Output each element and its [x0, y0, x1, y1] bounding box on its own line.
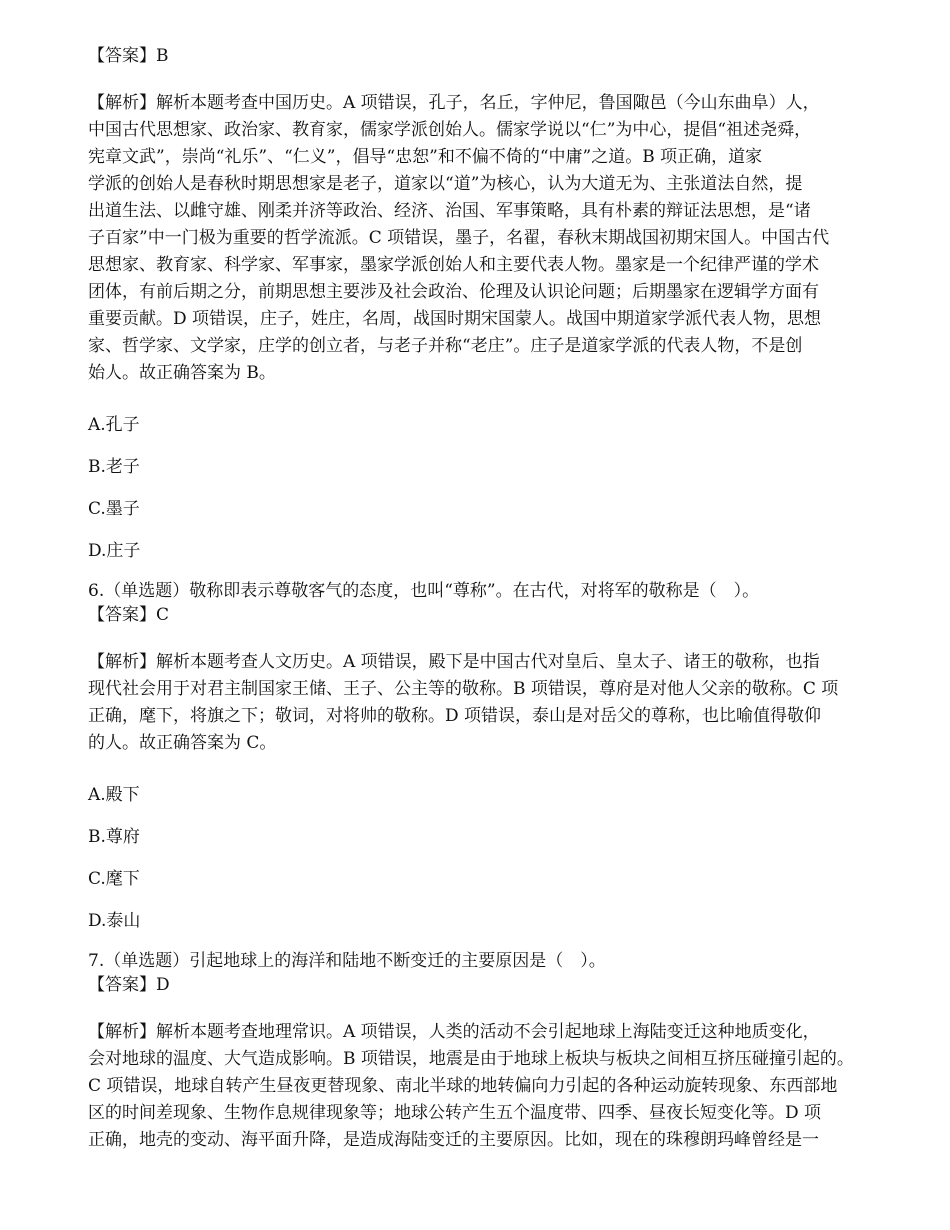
answer-line: 【答案】B: [88, 46, 169, 66]
analysis-line: 正确，地壳的变动、海平面升降，是造成海陆变迁的主要原因。比如，现在的珠穆朗玛峰曾经是一: [88, 1130, 819, 1150]
answer-line: 【答案】C: [88, 605, 170, 625]
option-b: B.老子: [88, 457, 140, 477]
analysis-line: 出道生法、以雌守雄、刚柔并济等政治、经济、治国、军事策略，具有朴素的辩证法思想，是“诸: [88, 201, 811, 221]
analysis-line: 会对地球的温度、大气造成影响。B 项错误，地震是由于地球上板块与板块之间相互挤压碰撞引起的。: [88, 1049, 854, 1069]
analysis-line: 始人。故正确答案为 B。: [88, 363, 276, 383]
analysis-line: 学派的创始人是春秋时期思想家是老子，道家以“道”为核心，认为大道无为、主张道法自然，提: [88, 174, 803, 194]
analysis-line: 【解析】解析本题考查地理常识。A 项错误，人类的活动不会引起地球上海陆变迁这种地质变化，: [88, 1022, 820, 1042]
analysis-line: 子百家”中一门极为重要的哲学流派。C 项错误，墨子，名翟，春秋末期战国初期宋国人。中国古代: [88, 228, 830, 248]
analysis-text: [88, 90, 928, 387]
option-c: C.麾下: [88, 869, 140, 889]
analysis-line: 【解析】解析本题考查中国历史。A 项错误，孔子，名丘，字仲尼，鲁国陬邑（今山东曲阜）人，: [88, 93, 820, 113]
analysis-text: [88, 649, 928, 757]
analysis-line: 【解析】解析本题考查人文历史。A 项错误，殿下是中国古代对皇后、皇太子、诸王的敬称，也指: [88, 652, 820, 672]
option-d: D.泰山: [88, 911, 141, 931]
question-text: 7.（单选题）引起地球上的海洋和陆地不断变迁的主要原因是（ ）。: [88, 951, 606, 971]
analysis-line: C 项错误，地球自转产生昼夜更替现象、南北半球的地转偏向力引起的各种运动旋转现象、东西部地: [88, 1076, 838, 1096]
option-d: D.庄子: [88, 541, 141, 561]
option-b: B.尊府: [88, 827, 140, 847]
analysis-line: 重要贡献。D 项错误，庄子，姓庄，名周，战国时期宋国蒙人。战国中期道家学派代表人物，思想: [88, 309, 822, 329]
analysis-line: 正确，麾下，将旗之下；敬词，对将帅的敬称。D 项错误，泰山是对岳父的尊称，也比喻值得敬仰: [88, 706, 822, 726]
document-page: [88, 44, 928, 1154]
analysis-line: 现代社会用于对君主制国家王储、王子、公主等的敬称。B 项错误，尊府是对他人父亲的敬称。C 项: [88, 679, 839, 699]
analysis-text: [88, 1019, 928, 1154]
analysis-line: 的人。故正确答案为 C。: [88, 733, 277, 753]
analysis-line: 区的时间差现象、生物作息规律现象等；地球公转产生五个温度带、四季、昼夜长短变化等。D 项: [88, 1103, 822, 1123]
option-c: C.墨子: [88, 499, 140, 519]
options-list: [88, 783, 928, 933]
question-text: 6.（单选题）敬称即表示尊敬客气的态度，也叫“尊称”。在古代，对将军的敬称是（ ）。: [88, 581, 760, 601]
option-a: A.孔子: [88, 415, 140, 435]
question-block-7: [88, 949, 928, 1154]
options-list: [88, 413, 928, 563]
question-block-6: [88, 579, 928, 933]
option-a: A.殿下: [88, 785, 140, 805]
answer-line: 【答案】D: [88, 975, 170, 995]
analysis-line: 家、哲学家、文学家，庄学的创立者，与老子并称“老庄”。庄子是道家学派的代表人物，不是创: [88, 336, 803, 356]
analysis-line: 宪章文武”，崇尚“礼乐”、“仁义”，倡导“忠恕”和不偏不倚的“中庸”之道。B 项正确，道家: [88, 147, 763, 167]
question-block-5: [88, 44, 928, 563]
analysis-line: 思想家、教育家、科学家、军事家，墨家学派创始人和主要代表人物。墨家是一个纪律严谨的学术: [88, 255, 819, 275]
analysis-line: 团体，有前后期之分，前期思想主要涉及社会政治、伦理及认识论问题；后期墨家在逻辑学方面有: [88, 282, 819, 302]
analysis-line: 中国古代思想家、政治家、教育家，儒家学派创始人。儒家学说以“仁”为中心，提倡“祖述尧舜，: [88, 120, 812, 140]
